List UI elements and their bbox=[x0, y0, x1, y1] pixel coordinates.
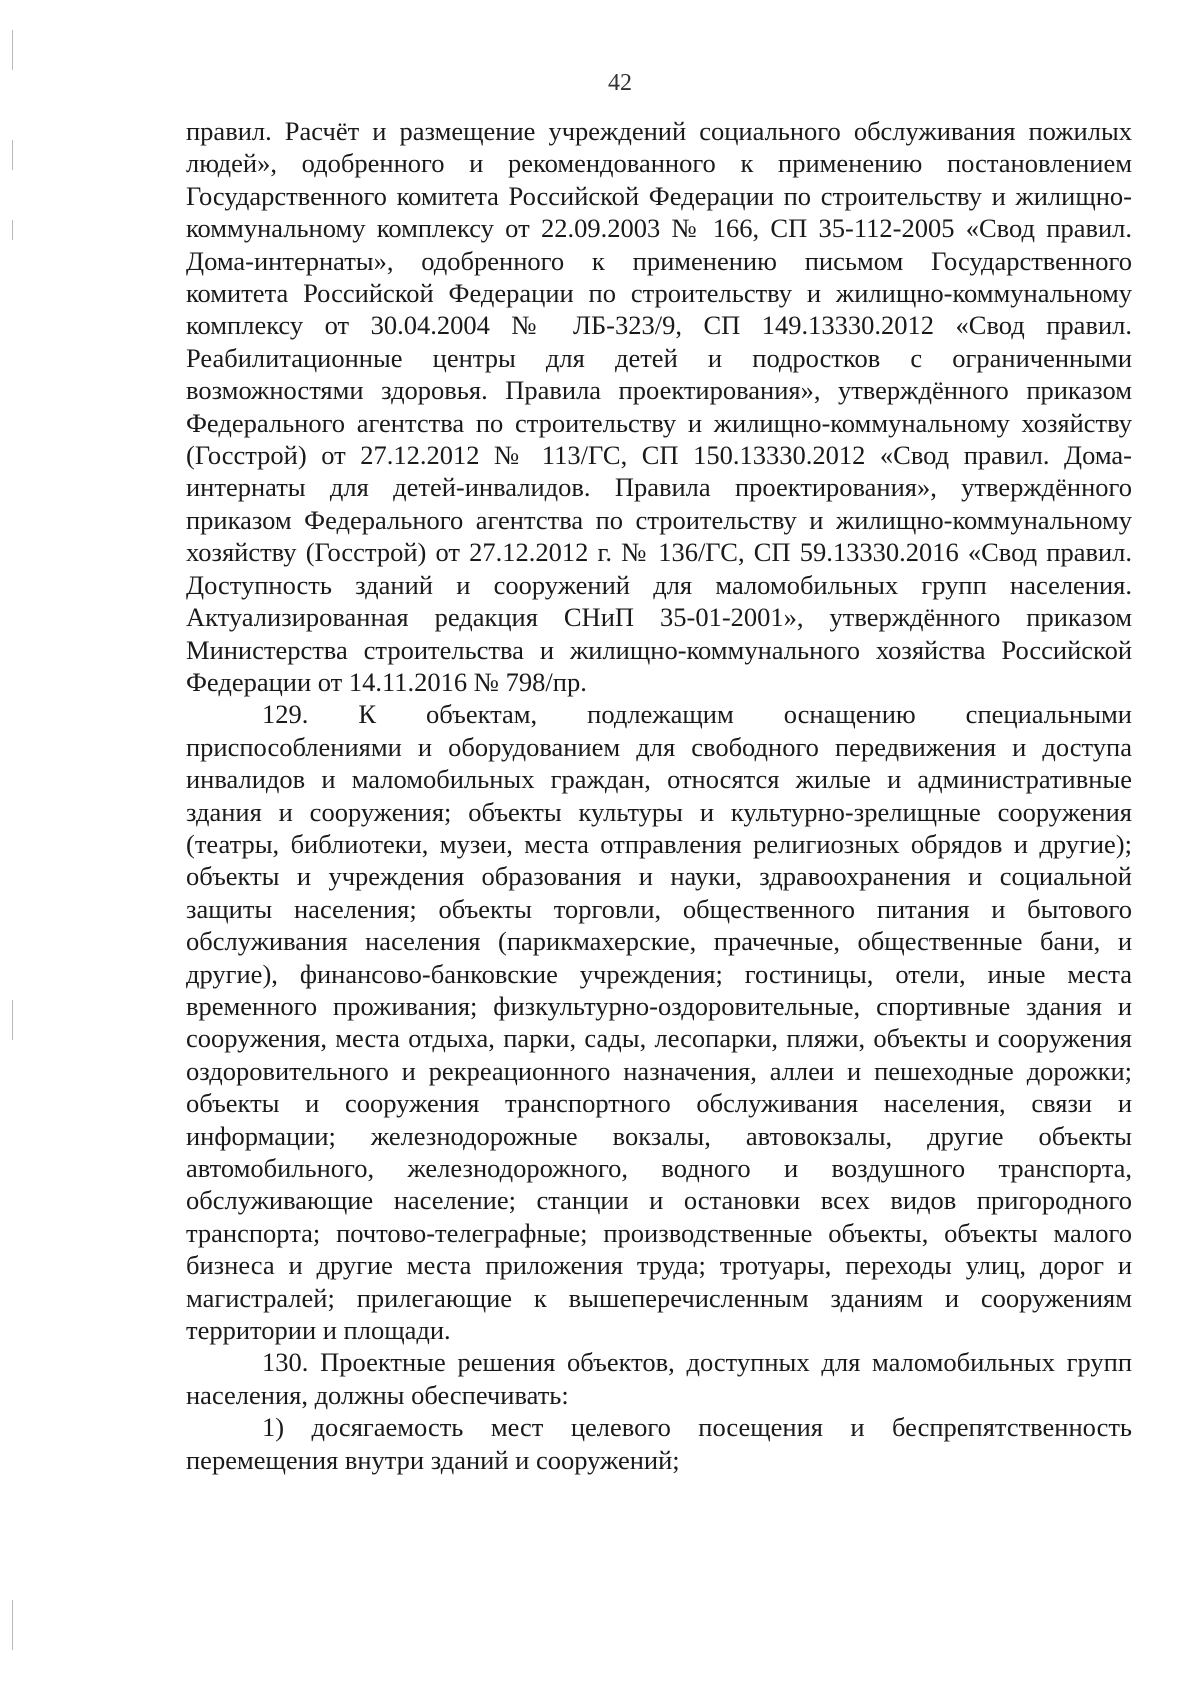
scan-edge-mark bbox=[12, 220, 13, 240]
paragraph-continuation: правил. Расчёт и размещение учреждений социального обслуживания пожилых людей», одобренного и рекомендованного к применению постановлением Государственного комитета Российской Федерации по строительству и жилищно-коммунальному комплексу от 22.09.2003 № 166, СП 35-112-2005 «Свод правил. Дома-интернаты», одобренного к применению письмом Государственного комитета Российской Федерации по строительству и жилищно-коммунальному комплексу от 30.04.2004 № ЛБ-323/9, СП 149.13330.2012 «Свод правил. Реабилитационные центры для детей и подростков с ограниченными возможностями здоровья. Правила проектирования», утверждённого приказом Федерального агентства по строительству и жилищно-коммунальному хозяйству (Госстрой) от 27.12.2012 № 113/ГС, СП 150.13330.2012 «Свод правил. Дома-интернаты для детей-инвалидов. Правила проектирования», утверждённого приказом Федерального агентства по строительству и жилищно-коммунальному хозяйству (Госстрой) от 27.12.2012 г. № 136/ГС, СП 59.13330.2016 «Свод правил. Доступность зданий и сооружений для маломобильных групп населения. Актуализированная редакция СНиП 35-01-2001», утверждённого приказом Министерства строительства и жилищно-коммунального хозяйства Российской Федерации от 14.11.2016 № 798/пр. bbox=[186, 116, 1132, 697]
page-number: 42 bbox=[608, 70, 632, 96]
scan-edge-mark bbox=[12, 1600, 13, 1650]
list-item-1: 1) досягаемость мест целевого посещения и беспрепятственность перемещения внутри зданий и сооружений; bbox=[186, 1412, 1132, 1475]
document-body bbox=[186, 115, 1132, 1476]
scan-edge-mark bbox=[12, 140, 13, 170]
paragraph-130: 130. Проектные решения объектов, доступных для маломобильных групп населения, должны обеспечивать: bbox=[186, 1347, 1132, 1410]
scan-edge-mark bbox=[12, 1000, 13, 1040]
paragraph-129: 129. К объектам, подлежащим оснащению специальными приспособлениями и оборудованием для свободного передвижения и доступа инвалидов и маломобильных граждан, относятся жилые и административные здания и сооружения; объекты культуры и культурно-зрелищные сооружения (театры, библиотеки, музеи, места отправления религиозных обрядов и другие); объекты и учреждения образования и науки, здравоохранения и социальной защиты населения; объекты торговли, общественного питания и бытового обслуживания населения (парикмахерские, прачечные, общественные бани, и другие), финансово-банковские учреждения; гостиницы, отели, иные места временного проживания; физкультурно-оздоровительные, спортивные здания и сооружения, места отдыха, парки, сады, лесопарки, пляжи, объекты и сооружения оздоровительного и рекреационного назначения, аллеи и пешеходные дорожки; объекты и сооружения транспортного обслуживания населения, связи и информации; железнодорожные вокзалы, автовокзалы, другие объекты автомобильного, железнодорожного, водного и воздушного транспорта, обслуживающие население; станции и остановки всех видов пригородного транспорта; почтово-телеграфные; производственные объекты, объекты малого бизнеса и другие места приложения труда; тротуары, переходы улиц, дорог и магистралей; прилегающие к вышеперечисленным зданиям и сооружениям территории и площади. bbox=[186, 699, 1132, 1346]
scan-edge-mark bbox=[12, 30, 13, 70]
